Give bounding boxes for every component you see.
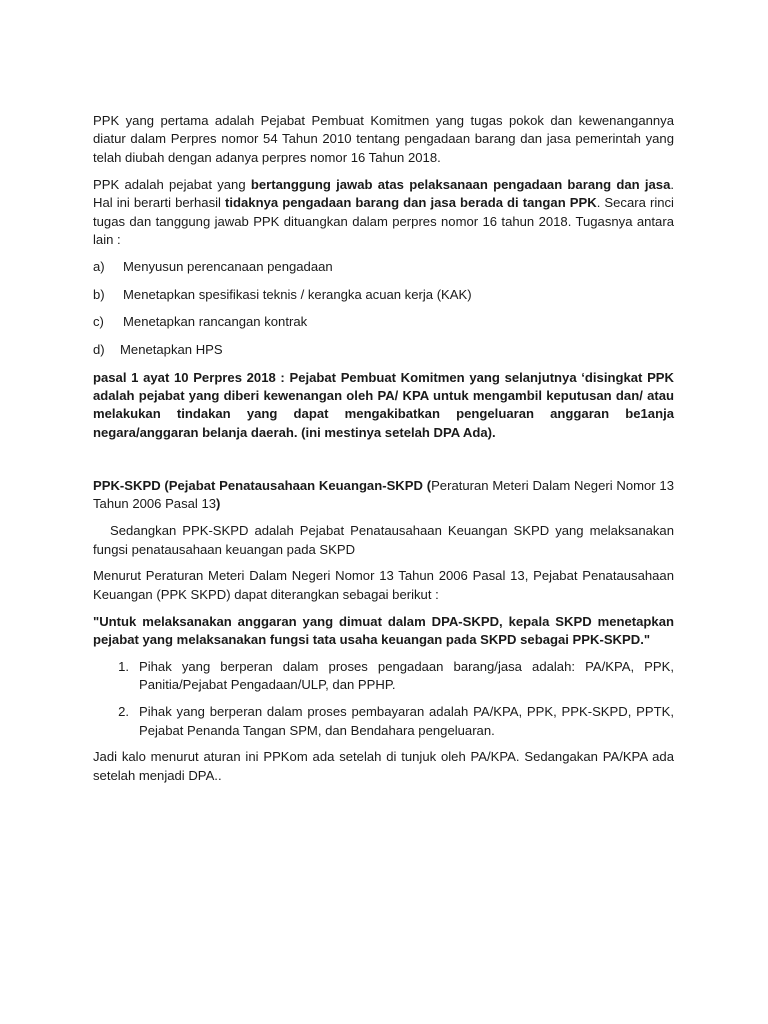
item-number: 1. <box>118 659 129 675</box>
list-item-text: Menetapkan HPS <box>120 341 223 357</box>
paragraph-ppk-definition <box>93 176 674 250</box>
item-number: 2. <box>118 704 129 720</box>
text-run: Peraturan Meteri Dalam Negeri Nomor 13 Tahun 2006 Pasal 13 <box>93 477 674 512</box>
paragraph-ppk-intro: PPK yang pertama adalah Pejabat Pembuat Komitmen yang tugas pokok dan kewenangannya diatur dalam Perpres nomor 54 Tahun 2010 tentang pengadaan barang dan jasa pemerintah yang telah diubah dengan adanya perpres nomor 16 Tahun 2018. <box>93 113 674 165</box>
numbered-item <box>93 658 674 695</box>
text-run: PPK adalah pejabat yang <box>93 176 251 192</box>
item-text: Pihak yang berperan dalam proses pembayaran adalah PA/KPA, PPK, PPK-SKPD, PPTK, Pejabat Penanda Tangan SPM, dan Bendahara pengeluaran. <box>139 704 674 738</box>
list-item <box>93 258 674 276</box>
list-marker: a) <box>93 258 105 274</box>
text-run: Sedangkan PPK-SKPD adalah Pejabat Penatausahaan Keuangan SKPD yang melaksanakan fungsi penatausahaan keuangan pada SKPD <box>93 523 674 557</box>
item-text: Pihak yang berperan dalam proses pengadaan barang/jasa adalah: PA/KPA, PPK, Panitia/Pejabat Pengadaan/ULP, dan PPHP. <box>139 659 674 693</box>
list-marker: c) <box>93 314 104 330</box>
paragraph-pasal: pasal 1 ayat 10 Perpres 2018 : Pejabat Pembuat Komitmen yang selanjutnya ‘disingkat PPK adalah pejabat yang diberi kewenangan oleh PA/ KPA untuk mengambil keputusan dan/ atau melakukan tindakan yang dapat mengakibatkan pengeluaran anggaran be1anja negara/anggaran belanja daerah. (ini mestinya setelah DPA Ada). <box>93 369 674 440</box>
list-item <box>93 341 674 359</box>
list-item <box>93 313 674 331</box>
list-marker: d) <box>93 341 105 357</box>
blank-line <box>93 451 674 477</box>
list-marker: b) <box>93 286 105 302</box>
text-run: . Hal ini berarti berhasil <box>93 176 674 211</box>
list-item-text: Menetapkan rancangan kontrak <box>123 314 308 330</box>
heading-ppk-skpd <box>93 477 674 514</box>
bold-run: tidaknya pengadaan barang dan jasa berada di tangan PPK <box>225 195 597 211</box>
text-run: . Secara rinci tugas dan tanggung jawab PPK dituangkan dalam perpres nomor 16 tahun 2018. Tugasnya antara lain : <box>93 195 674 247</box>
numbered-item <box>93 703 674 740</box>
document-page <box>93 112 674 794</box>
paragraph-sedangkan <box>93 522 674 559</box>
paragraph-menurut: Menurut Peraturan Meteri Dalam Negeri Nomor 13 Tahun 2006 Pasal 13, Pejabat Penatausahaan Keuangan (PPK SKPD) dapat diterangkan sebagai berikut : <box>93 568 674 602</box>
paragraph-quote: "Untuk melaksanakan anggaran yang dimuat dalam DPA-SKPD, kepala SKPD menetapkan pejabat yang melaksanakan fungsi tata usaha keuangan pada SKPD sebagai PPK-SKPD." <box>93 613 674 648</box>
list-item-text: Menetapkan spesifikasi teknis / kerangka acuan kerja (KAK) <box>123 286 472 302</box>
list-item <box>93 286 674 304</box>
list-item-text: Menyusun perencanaan pengadaan <box>123 258 333 274</box>
bold-run: ) <box>216 496 221 512</box>
paragraph-closing: Jadi kalo menurut aturan ini PPKom ada setelah di tunjuk oleh PA/KPA. Sedangakan PA/KPA ada setelah menjadi DPA.. <box>93 749 674 783</box>
bold-run: bertanggung jawab atas pelaksanaan pengadaan barang dan jasa <box>250 176 671 192</box>
bold-run: PPK-SKPD (Pejabat Penatausahaan Keuangan-SKPD ( <box>93 477 432 493</box>
